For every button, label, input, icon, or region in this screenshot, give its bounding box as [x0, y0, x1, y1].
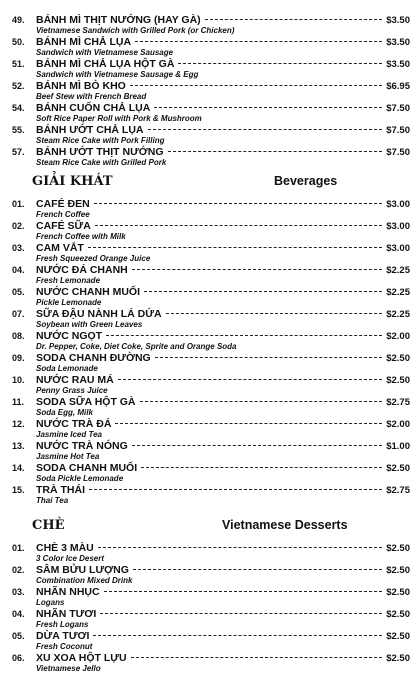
item-name: CHÈ 3 MÀU: [36, 542, 94, 554]
menu-item: [12, 352, 410, 374]
item-name: DỪA TƯƠI: [36, 630, 90, 642]
item-description: Soybean with Green Leaves: [36, 320, 143, 329]
menu-section-desserts: [12, 512, 410, 674]
item-number: 02.: [12, 565, 25, 575]
item-description: Steam Rice Cake with Pork Filling: [36, 136, 165, 145]
item-description: Soda Pickle Lemonade: [36, 474, 124, 483]
item-number: 03.: [12, 243, 25, 253]
item-price: $3.50: [386, 37, 410, 48]
item-price: $1.00: [386, 441, 410, 452]
item-price: $6.95: [386, 81, 410, 92]
menu-item: [12, 440, 410, 462]
item-description: Steam Rice Cake with Grilled Pork: [36, 158, 167, 167]
item-number: 54.: [12, 103, 25, 113]
dot-leader: [168, 151, 383, 152]
menu-section-beverages: [12, 168, 410, 506]
menu-item: [12, 396, 410, 418]
dot-leader: [178, 63, 382, 64]
menu-item: [12, 286, 410, 308]
item-description: 3 Color Ice Desert: [36, 554, 105, 563]
menu-item: [12, 14, 410, 36]
menu-item: [12, 36, 410, 58]
item-price: $2.50: [386, 375, 410, 386]
item-number: 57.: [12, 147, 25, 157]
item-name: BÁNH ƯỚT CHẢ LỤA: [36, 124, 144, 136]
item-name: SÂM BỬU LƯỢNG: [36, 564, 129, 576]
item-number: 05.: [12, 631, 25, 641]
dot-leader: [155, 357, 383, 358]
menu-item: [12, 58, 410, 80]
item-name: TRÀ THÁI: [36, 484, 85, 496]
item-price: $2.50: [386, 543, 410, 554]
item-number: 11.: [12, 397, 25, 407]
item-description: Pickle Lemonade: [36, 298, 102, 307]
menu-item: [12, 608, 410, 630]
item-number: 09.: [12, 353, 25, 363]
item-number: 07.: [12, 309, 25, 319]
item-description: Fresh Squeezed Orange Juice: [36, 254, 151, 263]
item-name: BÁNH MÌ BÒ KHO: [36, 80, 126, 92]
item-number: 10.: [12, 375, 25, 385]
item-name: NƯỚC TRÀ NÓNG: [36, 440, 128, 452]
dot-leader: [115, 423, 382, 424]
item-number: 55.: [12, 125, 25, 135]
menu-section-sandwiches: [12, 14, 410, 168]
item-number: 01.: [12, 543, 25, 553]
menu-item: [12, 264, 410, 286]
menu-item: [12, 220, 410, 242]
item-number: 49.: [12, 15, 25, 25]
dot-leader: [132, 269, 382, 270]
item-description: Dr. Pepper, Coke, Diet Coke, Sprite and Orange Soda: [36, 342, 237, 351]
dot-leader: [141, 467, 382, 468]
item-number: 12.: [12, 419, 25, 429]
item-name: NHÃN TƯƠI: [36, 608, 97, 620]
item-description: French Coffee with Milk: [36, 232, 126, 241]
item-name: NƯỚC RAU MÁ: [36, 374, 114, 386]
item-description: Fresh Lemonade: [36, 276, 101, 285]
menu-page: [12, 14, 410, 674]
item-name: SODA CHANH ĐƯỜNG: [36, 352, 151, 364]
item-name: BÁNH MÌ THỊT NƯỚNG (HAY GÀ): [36, 14, 201, 26]
dot-leader: [133, 569, 382, 570]
item-description: Jasmine Hot Tea: [36, 452, 100, 461]
item-description: Soda Egg, Milk: [36, 408, 93, 417]
menu-item: [12, 330, 410, 352]
item-price: $3.00: [386, 243, 410, 254]
item-number: 04.: [12, 609, 25, 619]
menu-item: [12, 374, 410, 396]
item-description: Logans: [36, 598, 65, 607]
item-description: Sandwich with Vietnamese Sausage: [36, 48, 174, 57]
item-price: $2.50: [386, 565, 410, 576]
item-name: XU XOA HỘT LỰU: [36, 652, 127, 664]
menu-item: [12, 484, 410, 506]
menu-item: [12, 80, 410, 102]
dot-leader: [154, 107, 382, 108]
item-name: CAFÉ SỮA: [36, 220, 91, 232]
item-price: $2.50: [386, 609, 410, 620]
item-number: 05.: [12, 287, 25, 297]
item-description: Beef Stew with French Bread: [36, 92, 147, 101]
item-price: $2.50: [386, 353, 410, 364]
item-number: 14.: [12, 463, 25, 473]
dot-leader: [88, 247, 382, 248]
item-number: 51.: [12, 59, 25, 69]
item-name: SODA SỮA HỘT GÀ: [36, 396, 136, 408]
item-number: 06.: [12, 653, 25, 663]
menu-item: [12, 198, 410, 220]
item-number: 08.: [12, 331, 25, 341]
section-header: [12, 512, 410, 542]
item-name: NƯỚC ĐÁ CHANH: [36, 264, 128, 276]
item-description: Vietnamese Jello: [36, 664, 101, 673]
dot-leader: [93, 635, 382, 636]
item-name: CAM VẮT: [36, 242, 84, 254]
dot-leader: [100, 613, 382, 614]
item-price: $2.00: [386, 419, 410, 430]
menu-item: [12, 124, 410, 146]
item-name: SODA CHANH MUỐI: [36, 462, 138, 474]
item-name: NƯỚC TRÀ ĐÁ: [36, 418, 112, 430]
item-name: BÁNH MÌ CHẢ LỤA HỘT GÀ: [36, 58, 175, 70]
dot-leader: [166, 313, 383, 314]
menu-item: [12, 308, 410, 330]
item-price: $2.50: [386, 631, 410, 642]
menu-item: [12, 462, 410, 484]
item-description: Sandwich with Vietnamese Sausage & Egg: [36, 70, 199, 79]
item-number: 15.: [12, 485, 25, 495]
item-price: $3.50: [386, 59, 410, 70]
menu-item: [12, 564, 410, 586]
dot-leader: [94, 203, 383, 204]
item-name: SỮA ĐẬU NÀNH LÁ DỨA: [36, 308, 162, 320]
menu-item: [12, 652, 410, 674]
dot-leader: [135, 41, 382, 42]
item-number: 03.: [12, 587, 25, 597]
menu-item: [12, 542, 410, 564]
item-description: Jasmine Iced Tea: [36, 430, 102, 439]
item-number: 01.: [12, 199, 25, 209]
dot-leader: [98, 547, 382, 548]
menu-item: [12, 586, 410, 608]
item-name: BÁNH ƯỚT THỊT NƯỚNG: [36, 146, 164, 158]
item-description: Penny Grass Juice: [36, 386, 108, 395]
item-name: BÁNH CUỐN CHẢ LỤA: [36, 102, 151, 114]
section-title-english: Beverages: [274, 174, 338, 188]
menu-item: [12, 630, 410, 652]
item-price: $7.50: [386, 103, 410, 114]
dot-leader: [106, 335, 382, 336]
item-price: $3.50: [386, 15, 410, 26]
section-title-vietnamese: GIẢI KHÁT: [32, 174, 113, 189]
dot-leader: [148, 129, 383, 130]
dot-leader: [131, 657, 383, 658]
item-description: Fresh Logans: [36, 620, 89, 629]
item-description: Soda Lemonade: [36, 364, 98, 373]
item-description: French Coffee: [36, 210, 90, 219]
dot-leader: [104, 591, 383, 592]
item-price: $7.50: [386, 147, 410, 158]
section-title-english: Vietnamese Desserts: [222, 518, 348, 532]
menu-item: [12, 146, 410, 168]
item-price: $2.50: [386, 587, 410, 598]
item-number: 04.: [12, 265, 25, 275]
item-price: $2.00: [386, 331, 410, 342]
item-name: CAFÉ ĐEN: [36, 198, 90, 210]
item-description: Soft Rice Paper Roll with Pork & Mushroom: [36, 114, 202, 123]
item-price: $2.50: [386, 463, 410, 474]
dot-leader: [95, 225, 382, 226]
item-number: 13.: [12, 441, 25, 451]
dot-leader: [89, 489, 382, 490]
item-price: $3.00: [386, 199, 410, 210]
menu-item: [12, 102, 410, 124]
item-price: $2.25: [386, 287, 410, 298]
dot-leader: [132, 445, 382, 446]
item-name: NƯỚC CHANH MUỐI: [36, 286, 140, 298]
item-name: NƯỚC NGỌT: [36, 330, 103, 342]
item-name: BÁNH MÌ CHẢ LỤA: [36, 36, 132, 48]
item-name: NHÃN NHỤC: [36, 586, 100, 598]
dot-leader: [118, 379, 382, 380]
dot-leader: [130, 85, 382, 86]
item-price: $2.25: [386, 265, 410, 276]
item-price: $2.75: [386, 485, 410, 496]
menu-item: [12, 418, 410, 440]
dot-leader: [140, 401, 383, 402]
item-number: 02.: [12, 221, 25, 231]
item-price: $3.00: [386, 221, 410, 232]
item-description: Combination Mixed Drink: [36, 576, 133, 585]
section-title-vietnamese: CHÈ: [32, 518, 65, 533]
item-number: 52.: [12, 81, 25, 91]
item-description: Thai Tea: [36, 496, 69, 505]
dot-leader: [205, 19, 383, 20]
item-price: $2.50: [386, 653, 410, 664]
item-price: $2.75: [386, 397, 410, 408]
item-price: $2.25: [386, 309, 410, 320]
item-price: $7.50: [386, 125, 410, 136]
section-header: [12, 168, 410, 198]
item-description: Vietnamese Sandwich with Grilled Pork (or Chicken): [36, 26, 235, 35]
item-number: 50.: [12, 37, 25, 47]
dot-leader: [144, 291, 382, 292]
item-description: Fresh Coconut: [36, 642, 93, 651]
menu-item: [12, 242, 410, 264]
